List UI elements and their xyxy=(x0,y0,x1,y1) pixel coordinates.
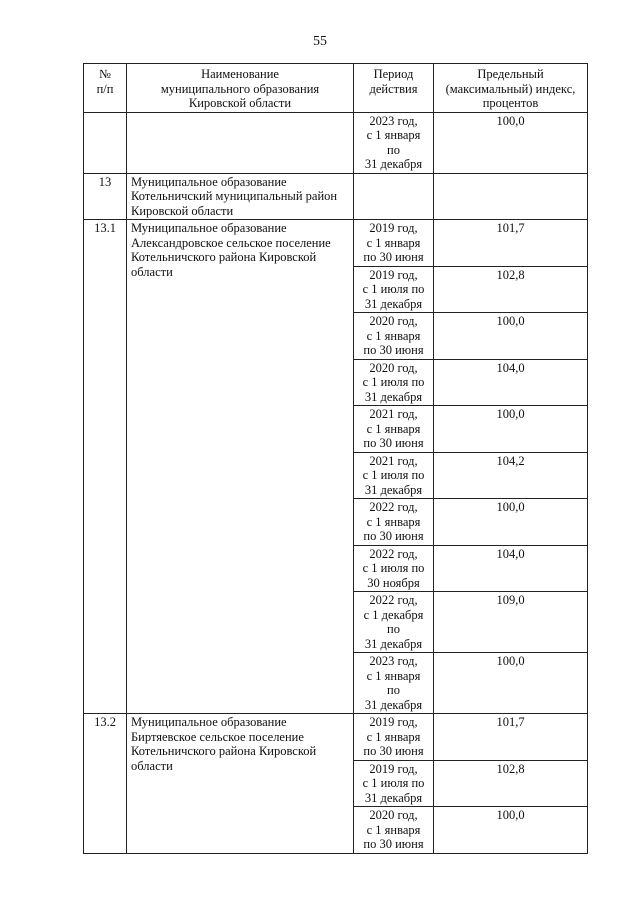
cell-num: 13.1 xyxy=(84,220,127,714)
table-row xyxy=(84,714,588,761)
cell-index: 104,0 xyxy=(434,359,588,406)
table-row xyxy=(84,173,588,220)
cell-index: 104,0 xyxy=(434,545,588,592)
table-row xyxy=(84,112,588,173)
cell-index: 100,0 xyxy=(434,807,588,854)
cell-period: 2019 год, с 1 июля по 31 декабря xyxy=(354,266,434,313)
cell-name: Муниципальное образование Котельничский муниципальный район Кировской области xyxy=(127,173,354,220)
cell-index: 100,0 xyxy=(434,313,588,360)
page-number: 55 xyxy=(313,34,327,49)
cell-period: 2022 год, с 1 января по 30 июня xyxy=(354,499,434,546)
cell-period: 2021 год, с 1 июля по 31 декабря xyxy=(354,452,434,499)
cell-period: 2022 год, с 1 декабря по 31 декабря xyxy=(354,592,434,653)
cell-period: 2019 год, с 1 июля по 31 декабря xyxy=(354,760,434,807)
cell-period: 2020 год, с 1 января по 30 июня xyxy=(354,807,434,854)
header-num: № п/п xyxy=(84,64,127,113)
cell-index: 102,8 xyxy=(434,266,588,313)
cell-period xyxy=(354,173,434,220)
table-row xyxy=(84,220,588,267)
cell-index: 100,0 xyxy=(434,499,588,546)
header-period: Период действия xyxy=(354,64,434,113)
cell-period: 2019 год, с 1 января по 30 июня xyxy=(354,714,434,761)
cell-index: 101,7 xyxy=(434,714,588,761)
table-header-row xyxy=(84,64,588,113)
cell-name: Муниципальное образование Александровское сельское поселение Котельничского района Кировской области xyxy=(127,220,354,714)
cell-index xyxy=(434,173,588,220)
header-name: Наименование муниципального образования Кировской области xyxy=(127,64,354,113)
cell-index: 109,0 xyxy=(434,592,588,653)
cell-index: 100,0 xyxy=(434,112,588,173)
cell-num: 13.2 xyxy=(84,714,127,854)
cell-period: 2021 год, с 1 января по 30 июня xyxy=(354,406,434,453)
cell-name xyxy=(127,112,354,173)
cell-period: 2023 год, с 1 января по 31 декабря xyxy=(354,653,434,714)
cell-num: 13 xyxy=(84,173,127,220)
cell-name: Муниципальное образование Биртяевское сельское поселение Котельничского района Кировской области xyxy=(127,714,354,854)
cell-index: 100,0 xyxy=(434,653,588,714)
cell-period: 2022 год, с 1 июля по 30 ноября xyxy=(354,545,434,592)
cell-period: 2023 год, с 1 января по 31 декабря xyxy=(354,112,434,173)
cell-index: 102,8 xyxy=(434,760,588,807)
cell-index: 101,7 xyxy=(434,220,588,267)
cell-period: 2020 год, с 1 июля по 31 декабря xyxy=(354,359,434,406)
cell-period: 2020 год, с 1 января по 30 июня xyxy=(354,313,434,360)
cell-index: 104,2 xyxy=(434,452,588,499)
header-index: Предельный (максимальный) индекс, процентов xyxy=(434,64,588,113)
cell-num xyxy=(84,112,127,173)
cell-period: 2019 год, с 1 января по 30 июня xyxy=(354,220,434,267)
cell-index: 100,0 xyxy=(434,406,588,453)
tariff-index-table xyxy=(83,63,588,854)
